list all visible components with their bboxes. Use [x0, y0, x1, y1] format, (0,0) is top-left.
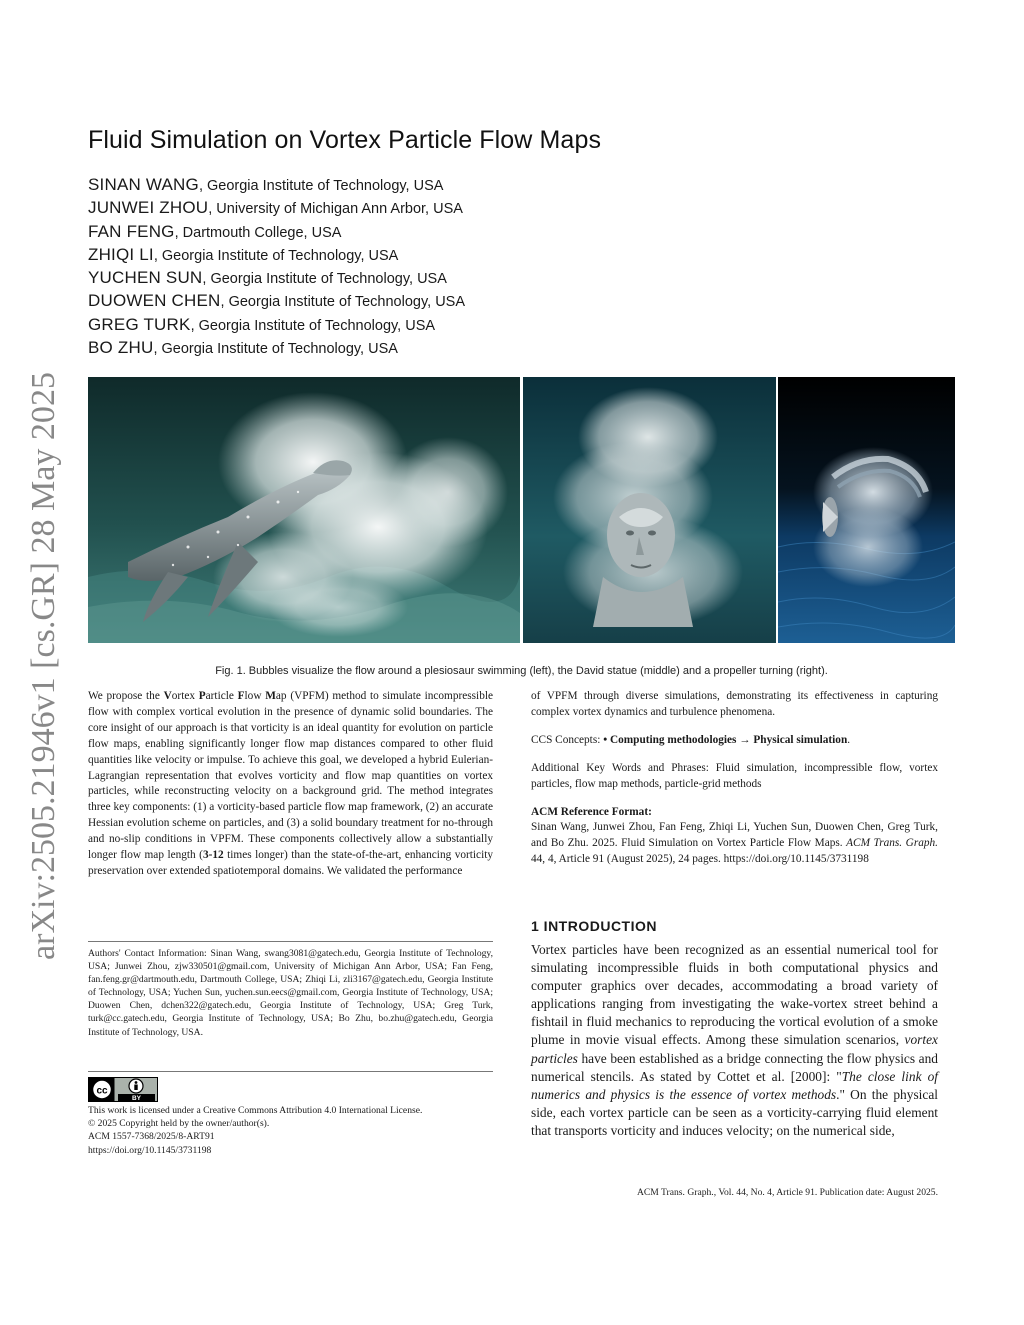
acm-reference-heading	[531, 805, 938, 821]
abstract-text: ap (VPFM) method to simulate incompressible flow with complex vortical evolution in the presence of dynamic solid boundaries. The core insight of our approach is that vorticity is an ideal quantity for evolution on particle flow maps, enabling significantly longer flow map distances compared to other fluid quantities like velocity or impulse. To achieve this goal, we developed a hybrid Eulerian-Lagrangian representation that evolves vorticity and flow map quantities on vortex particles, while reconstructing velocity on a background grid. The method integrates three key components: (1) a vorticity-based particle flow map framework, (2) an accurate Hessian evolution scheme on particles, and (3) a solid boundary treatment for no-through and no-slip conditions in VPFM. These components collectively allow a substantially longer flow map length (	[88, 690, 493, 862]
cc-by-label: BY	[131, 1095, 142, 1102]
intro-text: Vortex particles have been recognized as an essential numerical tool for simulating incompressible fluids in both computational physics and computer graphics over decades, accommodating a broad variety of applications ranging from investigating the wake-vortex street behind a fishtail in fluid mechanics to reproducing the vortical evolution of a smoke plume in movie visual effects. Among these simulation scenarios,	[531, 942, 938, 1048]
abstract-text: article	[205, 690, 238, 702]
arxiv-stamp-text: arXiv:2505.21946v1 [cs.GR] 28 May 2025	[25, 372, 62, 960]
author-affiliation: , Georgia Institute of Technology, USA	[220, 294, 466, 311]
license-block	[88, 1104, 493, 1157]
abstract-text: ortex	[171, 690, 199, 702]
abstract-paragraph	[88, 689, 493, 880]
acm-reference-label: ACM Reference Format:	[531, 805, 652, 818]
author-affiliation: , Georgia Institute of Technology, USA	[153, 341, 398, 358]
author-affiliation: , Georgia Institute of Technology, USA	[202, 271, 447, 288]
abstract-text: times longer) than the state-of-the-art, enhancing vorticity preservation over extended spatiotemporal domains. We validated the performance	[88, 849, 493, 877]
acm-issn: ACM 1557-7368/2025/8-ART91	[88, 1131, 215, 1143]
david-statue-render	[523, 377, 776, 643]
emphasis-range: 3-12	[202, 849, 224, 862]
arxiv-stamp	[14, 370, 64, 960]
section-heading-introduction: 1 INTRODUCTION	[531, 918, 657, 934]
author-entry	[88, 266, 465, 289]
svg-text:cc: cc	[96, 1085, 108, 1097]
author-entry	[88, 243, 465, 266]
author-affiliation: , Georgia Institute of Technology, USA	[153, 247, 399, 264]
author-entry	[88, 220, 465, 243]
abstract-column-right	[531, 689, 938, 868]
plesiosaur-render	[88, 377, 520, 643]
abstract-text: low	[244, 690, 266, 702]
author-list	[88, 173, 465, 359]
license-divider	[88, 1071, 493, 1072]
author-entry	[88, 313, 465, 336]
ccs-concepts	[531, 733, 938, 749]
abstract-continuation: of VPFM through diverse simulations, demonstrating its effectiveness in capturing complex vortex dynamics and turbulence phenomena.	[531, 690, 938, 718]
author-name: YUCHEN SUN	[88, 268, 203, 288]
abstract-text: We propose the	[88, 690, 164, 702]
author-name: SINAN WANG	[88, 175, 199, 194]
acronym-letter: F	[237, 690, 245, 702]
ccs-end: .	[847, 733, 851, 746]
author-affiliation: , Georgia Institute of Technology, USA	[190, 317, 436, 334]
intro-quote: The close link of numerics and physics is the essence of vortex methods	[531, 1068, 938, 1102]
author-contact-info: Authors' Contact Information: Sinan Wang, swang3081@gatech.edu, Georgia Institute of Technology, USA; Junwei Zhou, zjw330501@gmail.com, University of Michigan Ann Arbor, USA; Fan Feng, fan.feng.gr@dartmouth.edu, Dartmouth College, USA; Zhiqi Li, zli3167@gatech.edu, Georgia Institute of Technology, USA; Yuchen Sun, yuchen.sun.eecs@gmail.com, Georgia Institute of Technology, USA; Duowen Chen, dchen322@gatech.edu, Georgia Institute of Technology, USA; Greg Turk, turk@cc.gatech.edu, Georgia Institute of Technology, USA; Bo Zhu, bo.zhu@gatech.edu, Georgia Institute of Technology, USA.	[88, 948, 493, 1038]
journal-name: ACM Trans. Graph.	[846, 837, 938, 850]
doi-link[interactable]: https://doi.org/10.1145/3731198	[88, 1144, 212, 1156]
acronym-letter: V	[163, 690, 172, 702]
teaser-figure	[88, 377, 955, 643]
propeller-render	[778, 377, 955, 643]
paper-title: Fluid Simulation on Vortex Particle Flow Maps	[88, 126, 602, 154]
running-footer: ACM Trans. Graph., Vol. 44, No. 4, Article 91. Publication date: August 2025.	[636, 1187, 938, 1198]
author-affiliation: , Georgia Institute of Technology, USA	[198, 178, 444, 194]
acm-reference	[531, 820, 938, 868]
ccs-label: CCS Concepts:	[531, 733, 604, 746]
author-name: FAN FENG	[88, 221, 175, 241]
author-affiliation: , University of Michigan Ann Arbor, USA	[208, 201, 463, 218]
reference-text: 44, 4, Article 91 (August 2025), 24 pages. https://doi.org/10.1145/3731198	[531, 853, 869, 866]
author-entry	[88, 196, 465, 219]
intro-text: have been established as a bridge connecting the flow physics and numerical stencils. As stated by Cottet et al. [2000]: "	[531, 1050, 938, 1084]
keywords: Additional Key Words and Phrases: Fluid simulation, incompressible flow, vortex particles, flow map methods, particle-grid methods	[531, 761, 938, 790]
reference-text: Sinan Wang, Junwei Zhou, Fan Feng, Zhiqi Li, Yuchen Sun, Duowen Chen, Greg Turk, and Bo Zhu. 2025. Fluid Simulation on Vortex Particle Flow Maps.	[531, 821, 938, 850]
intro-emphasis: vortex particles	[531, 1032, 938, 1066]
author-name: JUNWEI ZHOU	[88, 198, 209, 218]
author-entry	[88, 173, 465, 196]
author-affiliation: , Dartmouth College, USA	[174, 224, 342, 241]
ccs-value: • Computing methodologies → Physical simulation	[603, 733, 848, 746]
author-name: BO ZHU	[88, 338, 154, 358]
acronym-letter: M	[265, 690, 276, 702]
cc-by-license-badge	[88, 1077, 158, 1102]
intro-text: ." On the physical side, each vortex particle can be seen as a vorticity-carrying fluid element that transports vorticity and induces velocity; on the numerical side,	[531, 1086, 938, 1138]
author-entry	[88, 289, 465, 312]
footnote-divider	[88, 941, 493, 942]
acronym-letter: P	[198, 690, 206, 702]
author-entry	[88, 336, 465, 359]
copyright-notice: © 2025 Copyright held by the owner/author(s).	[88, 1118, 270, 1130]
figure-caption: Fig. 1. Bubbles visualize the flow around a plesiosaur swimming (left), the David statue (middle) and a propeller turning (right).	[215, 665, 828, 677]
author-name: ZHIQI LI	[88, 244, 154, 264]
license-statement: This work is licensed under a Creative Commons Attribution 4.0 International License.	[88, 1105, 423, 1116]
introduction-paragraph	[531, 941, 938, 1140]
author-name: DUOWEN CHEN	[88, 291, 221, 311]
abstract-column-left	[88, 689, 493, 880]
author-name: GREG TURK	[88, 314, 191, 334]
